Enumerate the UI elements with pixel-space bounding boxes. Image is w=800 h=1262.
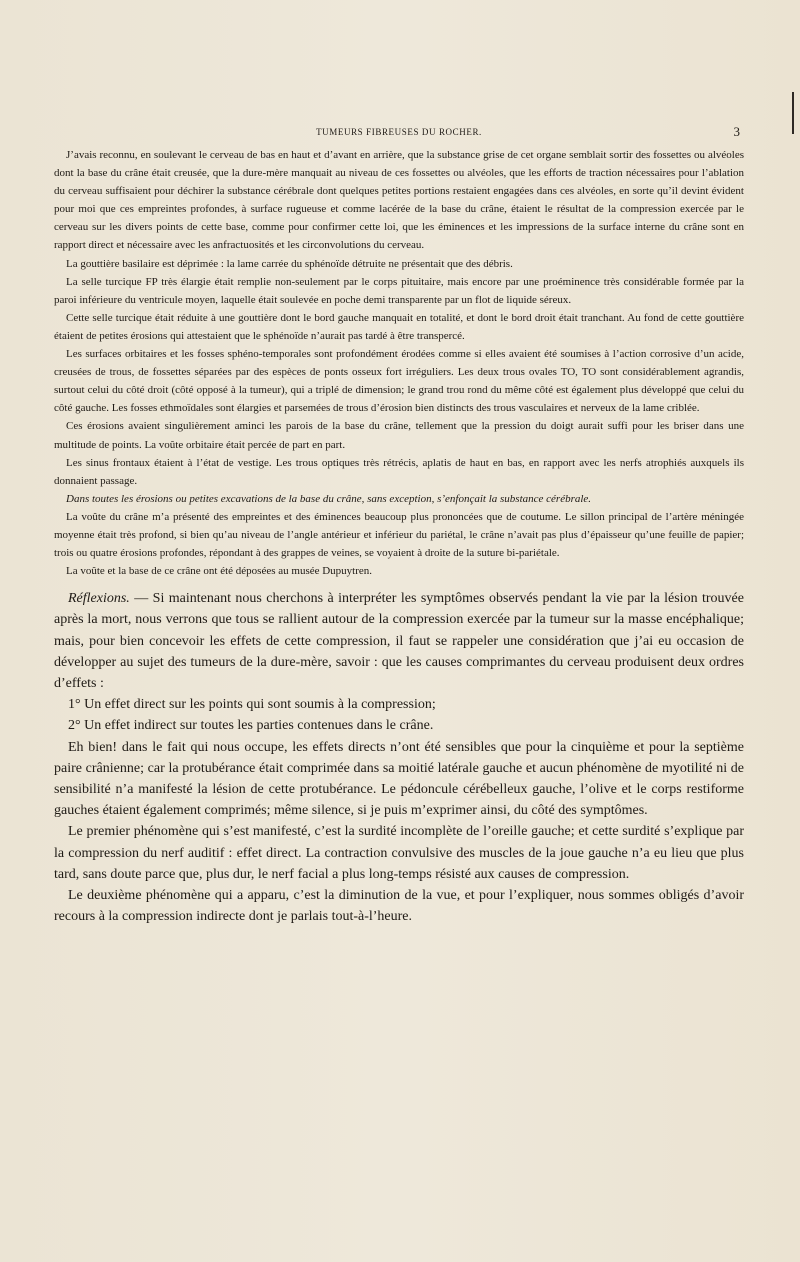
paragraph: Les sinus frontaux étaient à l’état de vestige. Les trous optiques très rétrécis, aplatis de haut en bas, en rapport avec les nerfs atrophiés auxquels ils donnaient passage. (54, 456, 744, 487)
paragraph: Ces érosions avaient singulièrement aminci les parois de la base du crâne, tellement que la pression du doigt aurait suffi pour les briser dans une multitude de points. La voûte orbitaire était percée de part en part. (54, 420, 744, 451)
reflexions-paragraph (54, 588, 744, 694)
paragraph: Eh bien! dans le fait qui nous occupe, les effets directs n’ont été sensibles que pour la cinquième et pour la septième paire crânienne; car la protubérance était comprimée dans sa moitié latérale gauche et aucun phénomène de myotilité ni de sensibilité n’a manifesté la lésion de cette protubérance. Le pédoncule cérébelleux gauche, l’olive et le corps restiforme gauches étaient également comprimés; même silence, si je puis m’exprimer ainsi, du côté des symptômes. (54, 739, 744, 819)
reflexions-heading: Réflexions. (68, 591, 130, 607)
small-print-section (54, 146, 744, 580)
paragraph: La gouttière basilaire est déprimée : la lame carrée du sphénoïde détruite ne présentait que des débris. (66, 257, 513, 270)
paragraph: Les surfaces orbitaires et les fosses sphéno-temporales sont profondément érodées comme si elles avaient été soumises à l’action corrosive d’un acide, creusées de trous, de fossettes séparées par des espèces de ponts osseux fort irréguliers. Les deux trous ovales TO, TO sont considérablement agrandis, surtout celui du côté droit (côté opposé à la tumeur), qui a triplé de dimension; le grand trou rond du même côté est également plus développé que celui du côté gauche. Les fosses ethmoïdales sont élargies et parsemées de trous d’érosion bien distincts des trous vasculaires et nerveux de la lame criblée. (54, 348, 744, 415)
paragraph: Cette selle turcique était réduite à une gouttière dont le bord gauche manquait en totalité, et dont le bord droit était tranchant. Au fond de cette gouttière étaient de petites érosions qui attestaient que le sphénoïde n’aurait pas tardé à être transpercé. (54, 311, 744, 342)
list-item: 1° Un effet direct sur les points qui sont soumis à la compression; (68, 697, 436, 713)
page-body (54, 146, 744, 928)
page-header (54, 126, 744, 140)
reflexions-text: — Si maintenant nous cherchons à interpréter les symptômes observés pendant la vie par la lésion trouvée après la mort, nous verrons que tous se rallient autour de la compression exercée par la tumeur sur la masse encéphalique; mais, pour bien concevoir les effets de cette compression, il faut se rappeler une considération que j’ai eu occasion de développer au sujet des tumeurs de la dure-mère, savoir : que les causes comprimantes du cerveau produisent deux ordres d’effets : (54, 591, 744, 692)
paragraph: J’avais reconnu, en soulevant le cerveau de bas en haut et d’avant en arrière, que la substance grise de cet organe semblait sortir des fossettes ou alvéoles dont la base du crâne était creusée, que la dure-mère manquait au niveau de ces fossettes ou alvéoles, que les efforts de traction nécessaires pour l’ablation du cerveau suffisaient pour déchirer la substance cérébrale dont quelques petites portions restaient engagées dans ces alvéoles, en sorte qu’il devint évident pour moi que ces empreintes profondes, à surface rugueuse et comme lacérée de la base du crâne, étaient le résultat de la compression exercée par le cerveau sur les divers points de cette base, comme pour confirmer cette loi, que les éminences et les impressions de la surface interne du crâne sont en rapport direct et nécessaire avec les anfractuosités et les circonvolutions du cerveau. (54, 149, 744, 252)
paragraph: Le premier phénomène qui s’est manifesté, c’est la surdité incomplète de l’oreille gauche; et cette surdité s’explique par la compression du nerf auditif : effet direct. La contraction convulsive des muscles de la joue gauche n’a eu lieu que plus tard, sans doute parce que, plus dur, le nerf facial a plus long-temps résisté aux causes de compression. (54, 824, 744, 882)
paragraph: La voûte et la base de ce crâne ont été déposées au musée Dupuytren. (66, 565, 373, 578)
page-edge-mark (792, 92, 794, 134)
italic-paragraph: Dans toutes les érosions ou petites excavations de la base du crâne, sans exception, s’enfonçait la substance cérébrale. (66, 492, 592, 505)
paragraph: Le deuxième phénomène qui a apparu, c’est la diminution de la vue, et pour l’expliquer, nous sommes obligés d’avoir recours à la compression indirecte dont je parlais tout-à-l’heure. (54, 888, 744, 925)
page-number: 3 (733, 124, 740, 139)
list-item: 2° Un effet indirect sur toutes les parties contenues dans le crâne. (68, 718, 434, 734)
paragraph: La selle turcique FP très élargie était remplie non-seulement par le corps pituitaire, mais encore par une proéminence très considérable formée par la paroi inférieure du ventricule moyen, laquelle était soulevée en poche demi transparente par un flot de liquide séreux. (54, 275, 744, 306)
paragraph: La voûte du crâne m’a présenté des empreintes et des éminences beaucoup plus prononcées que de coutume. Le sillon principal de l’artère méningée moyenne était très profond, si bien qu’au niveau de l’angle antérieur et inférieur du pariétal, le crâne n’avait pas plus d’épaisseur qu’une feuille de papier; trois ou quatre érosions profondes, répondant à des grappes de veines, se voyaient à droite de la suture bi-pariétale. (54, 510, 744, 560)
large-print-section (54, 588, 744, 927)
running-title: TUMEURS FIBREUSES DU ROCHER. (316, 127, 482, 137)
